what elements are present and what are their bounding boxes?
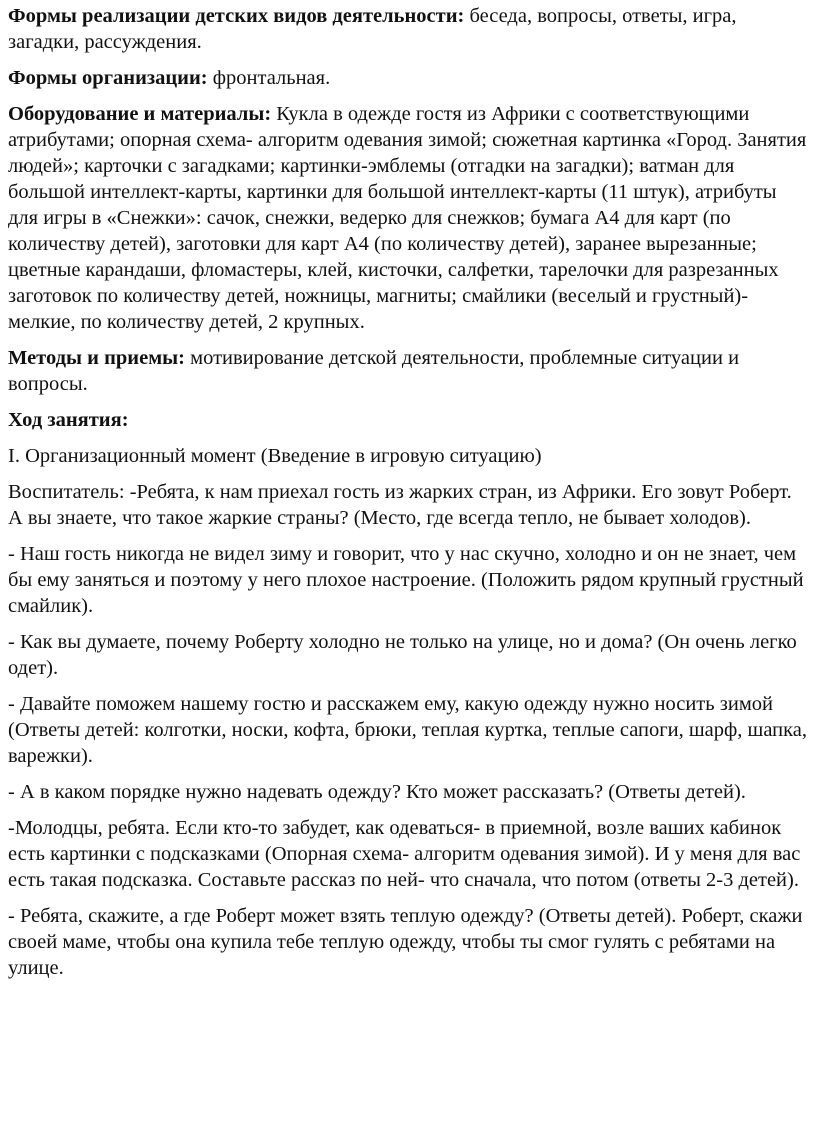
paragraph-label: Методы и приемы: xyxy=(8,347,185,369)
paragraph-equipment xyxy=(8,101,808,335)
paragraph-activity-forms xyxy=(8,3,808,55)
paragraph-text: - А в каком порядке нужно надевать одежду? Кто может рассказать? (Ответы детей). xyxy=(8,781,746,803)
paragraph-dialogue-6 xyxy=(8,815,808,893)
paragraph-dialogue-5 xyxy=(8,779,808,805)
paragraph-text: - Давайте поможем нашему гостю и расскажем ему, какую одежду нужно носить зимой (Ответы детей: колготки, носки, кофта, брюки, теплая куртка, теплые сапоги, шарф, шапка, варежки). xyxy=(8,693,807,767)
paragraph-text: -Молодцы, ребята. Если кто-то забудет, как одеваться- в приемной, возле ваших кабинок есть картинки с подсказками (Опорная схема- алгоритм одевания зимой). И у меня для вас есть такая подсказка. Составьте рассказ по ней- что сначала, что потом (ответы 2-3 детей). xyxy=(8,817,801,891)
paragraph-text: беседа, вопросы, ответы, игра, загадки, рассуждения. xyxy=(8,5,737,53)
paragraph-text: Воспитатель: -Ребята, к нам приехал гость из жарких стран, из Африки. Его зовут Роберт. А вы знаете, что такое жаркие страны? (Место, где всегда тепло, не бывает холодов). xyxy=(8,481,792,529)
paragraph-text: Кукла в одежде гостя из Африки с соответствующими атрибутами; опорная схема- алгоритм одевания зимой; сюжетная картинка «Город. Занятия людей»; карточки с загадками; картинки-эмблемы (отгадки на загадки); ватман для большой интеллект-карты, картинки для большой интеллект-карты (11 штук), атрибуты для игры в «Снежки»: сачок, снежки, ведерко для снежков; бумага А4 для карт (по количеству детей), заготовки для карт А4 (по количеству детей), заранее вырезанные; цветные карандаши, фломастеры, клей, кисточки, салфетки, тарелочки для разрезанных заготовок по количеству детей, ножницы, магниты; смайлики (веселый и грустный)- мелкие, по количеству детей, 2 крупных. xyxy=(8,103,807,333)
paragraph-dialogue-3 xyxy=(8,629,808,681)
paragraph-text: - Наш гость никогда не видел зиму и говорит, что у нас скучно, холодно и он не знает, чем бы ему заняться и поэтому у него плохое настроение. (Положить рядом крупный грустный смайлик). xyxy=(8,543,804,617)
paragraph-dialogue-7 xyxy=(8,903,808,981)
paragraph-label: Формы организации: xyxy=(8,67,208,89)
section-heading-lesson-progress xyxy=(8,407,808,433)
paragraph-organization-forms xyxy=(8,65,808,91)
paragraph-text: - Как вы думаете, почему Роберту холодно не только на улице, но и дома? (Он очень легко одет). xyxy=(8,631,797,679)
paragraph-methods xyxy=(8,345,808,397)
paragraph-organizational-moment xyxy=(8,443,808,469)
paragraph-dialogue-2 xyxy=(8,541,808,619)
paragraph-text: фронтальная. xyxy=(207,67,331,89)
paragraph-label: Ход занятия: xyxy=(8,409,129,431)
paragraph-label: Формы реализации детских видов деятельности: xyxy=(8,5,465,27)
paragraph-text: I. Организационный момент (Введение в игровую ситуацию) xyxy=(8,445,542,467)
paragraph-text: мотивирование детской деятельности, проблемные ситуации и вопросы. xyxy=(8,347,740,395)
paragraph-dialogue-4 xyxy=(8,691,808,769)
paragraph-dialogue-1 xyxy=(8,479,808,531)
paragraph-text: - Ребята, скажите, а где Роберт может взять теплую одежду? (Ответы детей). Роберт, скажи своей маме, чтобы она купила тебе теплую одежду, чтобы ты смог гулять с ребятами на улице. xyxy=(8,905,803,979)
document-page xyxy=(8,0,808,991)
paragraph-label: Оборудование и материалы: xyxy=(8,103,272,125)
